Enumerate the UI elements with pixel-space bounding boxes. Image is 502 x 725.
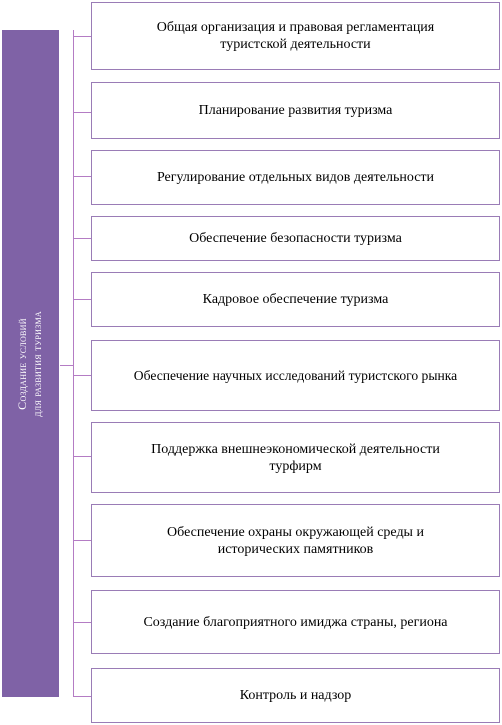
item-label-3: Регулирование отдельных видов деятельности: [156, 170, 435, 185]
root-label-line-1: Создание условий: [15, 317, 30, 410]
item-box-3: [91, 150, 500, 205]
item-label-10: Контроль и надзор: [239, 688, 352, 703]
item-7-line-1: Поддержка внешнеэкономической деятельности: [151, 441, 440, 457]
item-box-9: [91, 590, 500, 654]
vertical-connector: [73, 30, 74, 697]
item-label-7: [151, 441, 440, 475]
branch-connector-8: [73, 540, 91, 541]
branch-connector-3: [73, 176, 91, 177]
item-1-line-1: Общая организация и правовая регламентация: [156, 20, 435, 35]
item-label-8: [167, 524, 424, 558]
root-connector: [60, 365, 74, 366]
branch-connector-1: [73, 36, 91, 37]
root-node: [2, 30, 59, 697]
root-label-line-2: для развития туризма: [30, 310, 45, 417]
branch-connector-9: [73, 622, 91, 623]
item-label-2: Планирование развития туризма: [198, 103, 393, 118]
branch-connector-10: [73, 696, 91, 697]
branch-connector-6: [73, 375, 91, 376]
item-label-9: Создание благоприятного имиджа страны, региона: [143, 614, 448, 630]
branch-connector-2: [73, 112, 91, 113]
branch-connector-5: [73, 299, 91, 300]
item-label-4: Обеспечение безопасности туризма: [189, 231, 402, 246]
item-label-6: Обеспечение научных исследований туристского рынка: [133, 368, 458, 383]
branch-connector-4: [73, 238, 91, 239]
item-7-line-2: турфирм: [269, 458, 322, 474]
item-1-line-2: туристской деятельности: [220, 37, 371, 52]
item-8-line-1: Обеспечение охраны окружающей среды и: [167, 524, 424, 540]
item-box-7: [91, 422, 500, 493]
root-label: [16, 310, 46, 416]
item-box-6: [91, 340, 500, 411]
item-label-5: Кадровое обеспечение туризма: [202, 292, 389, 307]
item-box-10: [91, 668, 500, 723]
item-box-5: [91, 272, 500, 327]
item-box-2: [91, 82, 500, 139]
item-box-1: [91, 2, 500, 70]
branch-connector-7: [73, 456, 91, 457]
item-box-4: [91, 216, 500, 261]
item-8-line-2: исторических памятников: [217, 541, 374, 557]
item-label-1: [157, 19, 435, 53]
item-box-8: [91, 504, 500, 577]
